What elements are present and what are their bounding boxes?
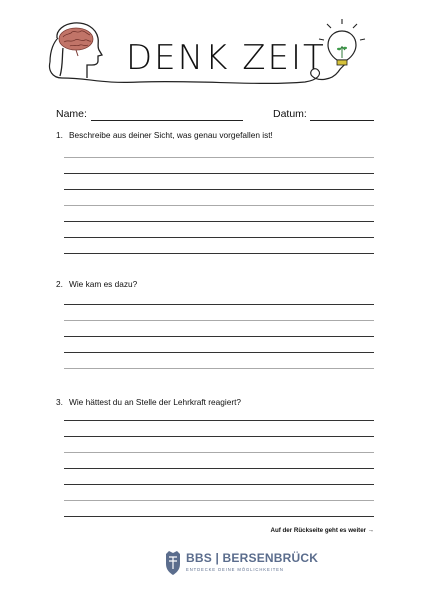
answer-line[interactable]: [64, 157, 374, 158]
crest-icon: [164, 550, 182, 576]
answer-line[interactable]: [64, 420, 374, 421]
answer-line[interactable]: [64, 368, 374, 369]
date-field[interactable]: [310, 120, 374, 121]
answer-line[interactable]: [64, 436, 374, 437]
answer-line[interactable]: [64, 173, 374, 174]
answer-line[interactable]: [64, 205, 374, 206]
question-number: 3.: [56, 397, 63, 407]
name-field[interactable]: [91, 120, 243, 121]
answer-line[interactable]: [64, 516, 374, 517]
question-text: Beschreibe aus deiner Sicht, was genau vorgefallen ist!: [69, 130, 273, 140]
answer-line[interactable]: [64, 468, 374, 469]
worksheet-header: [0, 0, 424, 100]
answer-line[interactable]: [64, 253, 374, 254]
answer-line[interactable]: [64, 336, 374, 337]
question-number: 1.: [56, 130, 63, 140]
school-logo: [164, 550, 319, 580]
question-text: Wie hättest du an Stelle der Lehrkraft reagiert?: [69, 397, 242, 407]
answer-line[interactable]: [64, 221, 374, 222]
lightbulb-icon: [319, 19, 365, 65]
logo-tagline: ENTDECKE DEINE MÖGLICHKEITEN: [186, 567, 284, 572]
answer-line[interactable]: [64, 189, 374, 190]
answer-line[interactable]: [64, 500, 374, 501]
continue-note: Auf der Rückseite geht es weiter →: [270, 527, 374, 534]
answer-line[interactable]: [64, 484, 374, 485]
answer-line[interactable]: [64, 352, 374, 353]
answer-line[interactable]: [64, 320, 374, 321]
date-label: Datum:: [273, 108, 307, 120]
question-text: Wie kam es dazu?: [69, 279, 138, 289]
name-label: Name:: [56, 108, 87, 120]
answer-line[interactable]: [64, 452, 374, 453]
answer-line[interactable]: [64, 304, 374, 305]
page-title: DENK ZEIT: [126, 38, 326, 78]
answer-line[interactable]: [64, 237, 374, 238]
head-brain-icon: [57, 23, 102, 78]
question-number: 2.: [56, 279, 63, 289]
logo-brand: BBS | BERSENBRÜCK: [186, 551, 319, 565]
